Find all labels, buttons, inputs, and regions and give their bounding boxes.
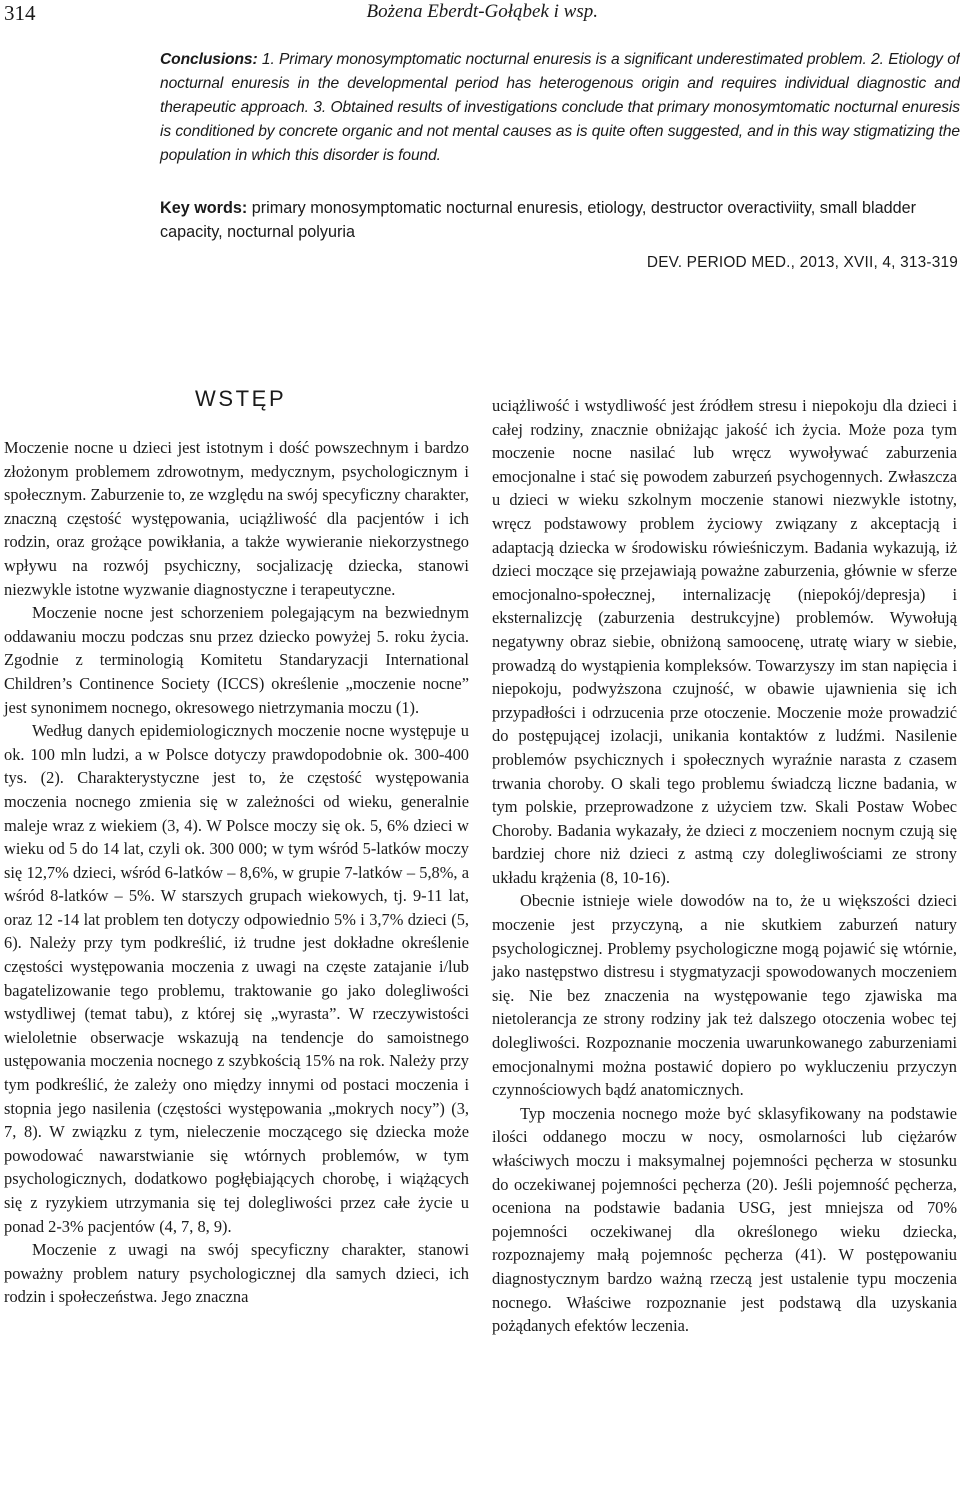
abstract-conclusions xyxy=(160,48,960,168)
paragraph: Moczenie z uwagi na swój specyficzny charakter, stanowi poważny problem natury psychologicznej dla samych dzieci, ich rodzin i społeczeństwa. Jego znaczna xyxy=(4,1240,469,1307)
conclusions-text: 1. Primary monosymptomatic nocturnal enuresis is a significant underestimated problem. 2. Etiology of nocturnal enuresis in the developmental period has heterogenous origin and requires individual diagnostic and therapeutic approach. 3. Obtained results of investigations conclude that primary monosymtomatic nocturnal enuresis is conditioned by concrete organic and not mental causes as is quite often suggested, and in this way stigmatizing the population in which this disorder is found. xyxy=(160,51,960,164)
keywords-label: Key words: xyxy=(160,199,248,217)
journal-citation: DEV. PERIOD MED., 2013, XVII, 4, 313-319 xyxy=(646,254,958,271)
page-header xyxy=(0,0,960,30)
paragraph: Typ moczenia nocnego może być sklasyfikowany na podstawie ilości oddanego moczu w nocy, osmolarności lub ciężarów właściwych moczu i maksymalnej pojemności pęcherza w stosunku do oczekiwanej pojemności pęcherza (20). Jeśli pojemność pęcherza, oceniona na podstawie badania USG, jest mniejsza od 70% pojemności oczekiwanej dla określonego wieku dziecka, rozpoznajemy małą pojemnośc pęcherza (41). W postępowaniu diagnostycznym bardzo ważną rzeczą jest ustalenie typu moczenia nocnego. Właściwe rozpoznanie jest podstawą dla uzyskania pożądanych efektów leczenia. xyxy=(492,1103,957,1336)
left-column xyxy=(4,436,469,1309)
paragraph: Obecnie istnieje wiele dowodów na to, że u większości dzieci moczenie jest przyczyną, a nie skutkiem zaburzeń natury psychologicznej. Problemy psychologiczne mogą pojawić się wtórnie, jako następstwo distresu i stygmatyzacji spowodowanych moczeniem się. Nie bez znaczenia na występowanie tego zjawiska ma nietolerancja ze strony rodziny jak też dalszego otoczenia wobec tej dolegliwości. Rozpoznanie moczenia uwarunkowanego zaburzeniami emocjonalnymi można postawić dopiero po wykluczeniu przyczyn czynnościowych bądź anatomicznych. xyxy=(492,891,957,1100)
conclusions-label: Conclusions: xyxy=(160,51,258,68)
keywords xyxy=(160,196,960,244)
paragraph: Moczenie nocne u dzieci jest istotnym i dość powszechnym i bardzo złożonym problemem zdrowotnym, medycznym, psychologicznym i społecznym. Zaburzenie to, ze względu na swój specyficzny charakter, znaczną częstość występowania, uciążliwość dla pacjentów i ich rodzin, oraz grożące powikłania, a także wywieranie niekorzystnego wpływu na rozwój psychiczny, socjalizację dziecka, stanowi niezwykle istotne wyzwanie diagnostyczne i terapeutyczne. xyxy=(4,438,469,599)
running-head: Bożena Eberdt-Gołąbek i wsp. xyxy=(366,1,598,22)
paragraph: Moczenie nocne jest schorzeniem polegającym na bezwiednym oddawaniu moczu podczas snu przez dziecko powyżej 5. roku życia. Zgodnie z terminologią Komitetu Standaryzacji International Children’s Continence Society (ICCS) określenie „moczenie nocne” jest synonimem nocnego, okresowego nietrzymania moczu (1). xyxy=(4,603,469,717)
keywords-text: primary monosymptomatic nocturnal enuresis, etiology, destructor overactiviity, small bladder capacity, nocturnal polyuria xyxy=(160,199,917,241)
right-column xyxy=(492,394,957,1338)
paragraph: Według danych epidemiologicznych moczenie nocne występuje u ok. 100 mln ludzi, a w Polsce dotyczy prawdopodobnie ok. 300-400 tys. (2). Charakterystyczne jest to, że częstość występowania moczenia nocnego zmienia się w zależności od wieku, generalnie maleje wraz z wiekiem (3, 4). W Polsce moczy się ok. 5, 6% dzieci w wieku od 5 do 14 lat, czyli ok. 300 000; w tym wśród 5-latków moczy się 12,7% dzieci, wśród 6-latków – 8,6%, w grupie 7-latków – 5,8%, a wśród 8-latków – 5%. W starszych grupach wiekowych, tj. 9-11 lat, oraz 12 -14 lat problem ten dotyczy odpowiednio 5% i 3,7% dzieci (5, 6). Należy przy tym podkreślić, iż trudne jest dokładne określenie częstości występowania moczenia z uwagi na częste zatajanie i/lub bagatelizowanie tego problemu, traktowanie go jako dolegliwości wstydliwej (temat tabu), z której się „wyrasta”. W rzeczywistości wieloletnie obserwacje wskazują na tendencje do samoistnego ustępowania moczenia nocnego z szybkością 15% na rok. Należy przy tym podkreślić, że zależy ono między innymi od postaci moczenia i stopnia jego nasilenia (częstości występowania „mokrych nocy”) (3, 7, 8). W związku z tym, nieleczenie moczącego się dziecka może powodować nawarstwianie się wtórnych problemów, w tym psychologicznych, dodatkowo pogłębiających chorobę, i wiążących się z ryzykiem utrzymania się tej dolegliwości przez całe życie u ponad 2-3% pacjentów (4, 7, 8, 9). xyxy=(4,721,469,1236)
page-number: 314 xyxy=(4,1,36,25)
paragraph: uciążliwość i wstydliwość jest źródłem stresu i niepokoju dla dzieci i całej rodziny, znacznie obniżając jakość ich życia. Może poza tym moczenie nocne nasilać lub wręcz wywoływać zaburzenia emocjonalne i stać się powodem zaburzeń psychogennych. Zwłaszcza u dzieci w wieku szkolnym moczenie stanowi niezwykle istotny, wręcz podstawowy problem życiowy związany z akceptacją i adaptacją dziecka w środowisku rówieśniczym. Badania wykazują, iż dzieci moczące się przejawiają poważne zaburzenia, głównie w sferze emocjonalno-społecznej, internalizację (niepokój/depresja) i eksternalizcję (zaburzenia destrukcyjne) problemów. Wywołują negatywny obraz siebie, obniżoną samoocenę, utratę wiary w siebie, prowadzą do wystąpienia kompleksów. Towarzyszy im stan napięcia i niepokoju, podwyższona czujność, w obawie ujawnienia się ich przypadłości i odrzucenia prze otoczenie. Moczenie może prowadzić do postępującej izolacji, unikania kontaktów z ludźmi. Nasilenie problemów psychicznych i społecznych wyraźnie narasta z czasem trwania choroby. O skali tego problemu świadczą liczne badania, w tym polskie, przeprowadzone z użyciem tzw. Skali Postaw Wobec Choroby. Badania wykazały, że dzieci z moczeniem nocnym czują się bardziej chore niż dzieci z astmą czy dolegliwościami ze strony układu krążenia (8, 10-16). xyxy=(492,396,957,887)
section-heading: WSTĘP xyxy=(195,386,287,411)
